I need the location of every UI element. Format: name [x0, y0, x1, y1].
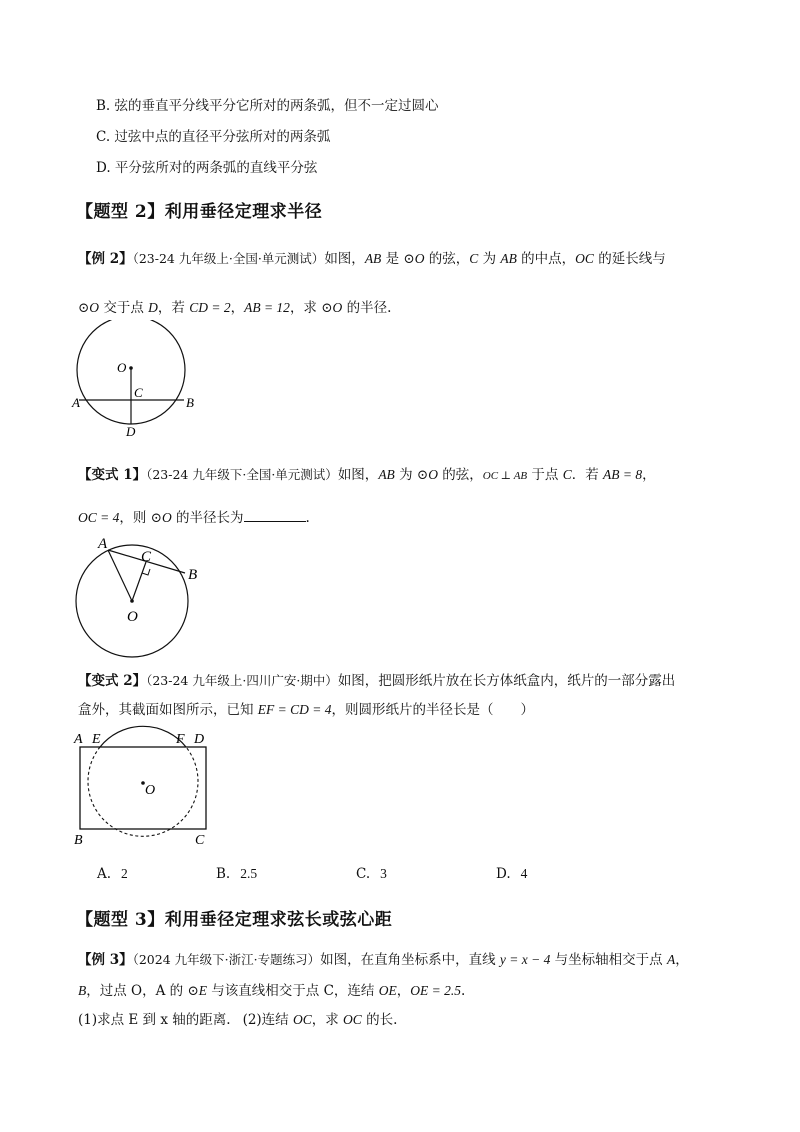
variant-2-tag: 【变式 2】 — [78, 673, 147, 689]
center-point — [130, 599, 134, 603]
math-oc-eq: OC = 4 — [78, 510, 120, 525]
text: 的半径长为 — [171, 510, 244, 526]
text: ， — [675, 952, 689, 968]
text: ，求 — [311, 1012, 344, 1028]
choice-label: A. — [97, 866, 112, 882]
label-c: C — [134, 385, 143, 400]
math-a: A — [666, 952, 676, 967]
text: 的半径. — [342, 300, 392, 316]
label-b: B — [186, 395, 194, 410]
label-a: A — [72, 395, 80, 410]
text: 如图，把圆形纸片放在长方体纸盒内，纸片的一部分露出 — [337, 673, 676, 689]
math-c: C — [562, 467, 572, 482]
question-1: (1)求点 E 到 x 轴的距离. — [78, 1012, 231, 1028]
label-a: A — [74, 732, 83, 747]
math-perp: OC ⊥ AB — [482, 470, 528, 482]
variant-1-source: （23-24 九年级下·全国·单元测试） — [146, 467, 338, 482]
text: 如图， — [324, 251, 365, 267]
text: ，过点 O，A 的 — [86, 983, 188, 999]
label-c: C — [195, 833, 205, 848]
text: ， — [396, 983, 411, 999]
figure-circle-chord — [70, 320, 195, 438]
figure-circle-perpendicular — [70, 530, 210, 665]
example-3-line-1 — [78, 950, 689, 970]
choice-value: 2 — [121, 866, 128, 881]
label-o: O — [145, 783, 156, 798]
text: ，若 — [157, 300, 190, 316]
math-circle-o: ⊙O — [78, 300, 100, 315]
variant-1-line-2 — [78, 507, 310, 528]
option-c: C. 过弦中点的直径平分弦所对的两条弧 — [96, 129, 331, 145]
text: ．若 — [571, 467, 604, 483]
text: 如图， — [337, 467, 379, 483]
variant-1-tag: 【变式 1】 — [78, 467, 147, 483]
math-oc: OC — [292, 1012, 312, 1027]
text: ，则 — [119, 510, 151, 526]
choice-a[interactable] — [97, 866, 128, 882]
text: 的中点， — [516, 251, 576, 267]
choice-value: 3 — [380, 866, 387, 881]
section-2-title: 【题型 2】利用垂径定理求半径 — [76, 202, 323, 222]
option-d: D. 平分弦所对的两条弧的直线平分弦 — [96, 160, 318, 176]
example-2-line-1 — [78, 249, 666, 269]
math-oe: OE — [378, 983, 397, 998]
math-line-eq: y = x − 4 — [499, 952, 551, 967]
figure-box-circle — [72, 724, 220, 850]
box-section — [80, 747, 206, 829]
text: (2)连结 — [242, 1012, 293, 1028]
math-ab: AB — [500, 251, 517, 266]
math-circle-e: ⊙E — [187, 983, 208, 998]
math-ab-eq: AB = 8 — [603, 467, 643, 482]
text: 如图，在直角坐标系中，直线 — [320, 952, 500, 968]
variant-2-source: （23-24 九年级上·四川广安·期中） — [146, 673, 338, 688]
math-ab: AB — [378, 467, 395, 482]
center-point — [129, 366, 133, 370]
label-d: D — [194, 732, 205, 747]
choice-label: D. — [496, 866, 511, 882]
text: 是 — [381, 251, 404, 267]
text: 与该直线相交于点 C，连结 — [207, 983, 379, 999]
text: 于点 — [527, 467, 563, 483]
math-d: D — [148, 300, 158, 315]
math-oc: OC — [343, 1012, 362, 1027]
text: 为 — [394, 467, 417, 483]
answer-blank[interactable] — [244, 507, 306, 522]
text: 的延长线与 — [593, 251, 666, 267]
math-circle-o: ⊙O — [150, 510, 172, 525]
label-e: E — [92, 732, 101, 747]
text: 为 — [478, 251, 501, 267]
text: 与坐标轴相交于点 — [550, 952, 667, 968]
example-2-tag: 【例 2】 — [78, 251, 133, 267]
choice-b[interactable] — [216, 866, 257, 882]
variant-1-line-1 — [78, 465, 656, 486]
arc-inside-dashed — [88, 747, 198, 836]
segment-oa — [108, 550, 132, 601]
variant-2-line-1 — [78, 671, 675, 691]
math-b: B — [78, 983, 87, 998]
text: ， — [230, 300, 245, 316]
text: ，则圆形纸片的半径长是（ ） — [331, 702, 535, 718]
text: 盒外，其截面如图所示，已知 — [78, 702, 258, 718]
math-eq: EF = CD = 4 — [257, 702, 332, 717]
math-oe-eq: OE = 2.5 — [410, 983, 461, 998]
text: 的弦， — [424, 251, 470, 267]
example-3-source: （2024 九年级下·浙江·专题练习） — [132, 952, 321, 967]
label-d: D — [126, 424, 136, 438]
math-circle-o: ⊙O — [321, 300, 343, 315]
label-a: A — [98, 536, 108, 552]
text: ，求 — [289, 300, 322, 316]
label-b: B — [74, 833, 83, 848]
segment-oc — [132, 562, 146, 601]
example-3-line-2 — [78, 981, 465, 1001]
option-b: B. 弦的垂直平分线平分它所对的两条弧，但不一定过圆心 — [96, 98, 439, 114]
math-circle-o: ⊙O — [416, 467, 438, 482]
choice-d[interactable] — [496, 866, 527, 882]
math-ab-eq: AB = 12 — [244, 300, 290, 315]
text: ， — [642, 467, 656, 483]
label-c: C — [141, 549, 152, 565]
example-2-line-2 — [78, 298, 391, 318]
choice-value: 2.5 — [240, 866, 258, 881]
math-oc: OC — [575, 251, 594, 266]
example-3-tag: 【例 3】 — [78, 952, 133, 968]
choice-label: B. — [216, 866, 231, 882]
math-circle-o: ⊙O — [403, 251, 425, 266]
choice-label: C. — [356, 866, 371, 882]
math-ab: AB — [364, 251, 382, 266]
arc-outside — [100, 726, 186, 747]
example-3-questions — [78, 1010, 397, 1030]
math-cd-eq: CD = 2 — [189, 300, 231, 315]
math-c: C — [469, 251, 479, 266]
section-3-title: 【题型 3】利用垂径定理求弦长或弦心距 — [76, 910, 393, 930]
text: 的弦， — [437, 467, 483, 483]
label-b: B — [188, 567, 198, 583]
label-f: F — [176, 732, 185, 747]
variant-2-line-2 — [78, 700, 534, 720]
label-o: O — [117, 360, 127, 375]
example-2-source: （23-24 九年级上·全国·单元测试） — [132, 251, 325, 266]
choice-value: 4 — [520, 866, 528, 881]
choice-c[interactable] — [356, 866, 387, 882]
text: . — [305, 510, 310, 526]
text: . — [460, 983, 466, 999]
text: 的长. — [361, 1012, 398, 1028]
text: 交于点 — [99, 300, 149, 316]
label-o: O — [127, 609, 138, 625]
